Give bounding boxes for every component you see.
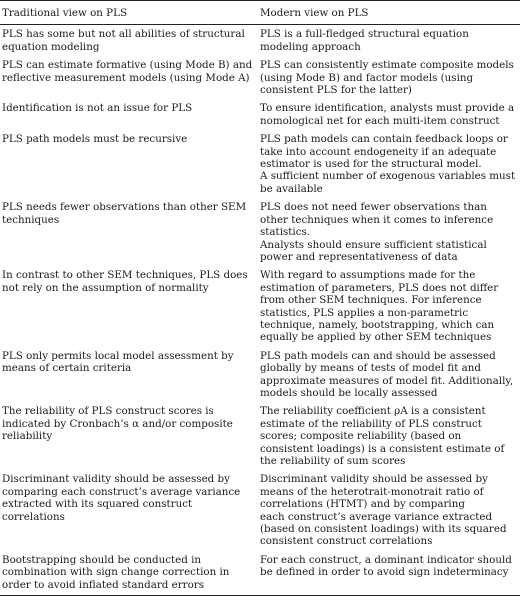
cell-text: PLS needs fewer observations than other SEM techniques: [2, 201, 247, 226]
modern-view-cell: [258, 130, 520, 198]
modern-view-cell: [258, 402, 520, 470]
cell-text: Identification is not an issue for PLS: [2, 102, 193, 115]
table-row: [0, 99, 520, 130]
cell-text: The reliability of PLS construct scores is indicated by Cronbach’s α and/or composite reliability: [2, 405, 233, 443]
traditional-view-cell: [0, 402, 258, 470]
table-row: [0, 347, 520, 403]
modern-view-cell: [258, 551, 520, 596]
table-row: [0, 266, 520, 346]
cell-text: PLS has some but not all abilities of structural equation modeling: [2, 28, 245, 53]
modern-view-cell: [258, 266, 520, 346]
cell-text: PLS can consistently estimate composite models (using Mode B) and factor models (using consistent PLS for the latter): [260, 59, 514, 97]
cell-text: With regard to assumptions made for the estimation of parameters, PLS does not differ from other SEM techniques. For inference statistics, PLS applies a non-parametric technique, namely, bootstrapping, which can equally be applied by other SEM techniques: [260, 269, 499, 344]
header-modern-view: Modern view on PLS: [258, 1, 520, 25]
modern-view-cell: [258, 56, 520, 99]
cell-text: PLS path models must be recursive: [2, 133, 188, 146]
cell-text: Analysts should ensure sufficient statistical power and representativeness of data: [260, 238, 487, 263]
traditional-view-cell: [0, 347, 258, 403]
cell-text: PLS path models can contain feedback loops or take into account endogeneity if an adequate estimator is used for the structural model.: [260, 133, 508, 171]
table-header-row: [0, 1, 520, 25]
table-row: [0, 402, 520, 470]
cell-text: Bootstrapping should be conducted in combination with sign change correction in order to avoid inflated standard errors: [2, 553, 230, 591]
modern-view-cell: [258, 470, 520, 550]
table-row: [0, 130, 520, 198]
cell-text: In contrast to other SEM techniques, PLS does not rely on the assumption of normality: [2, 269, 248, 294]
table-row: [0, 198, 520, 266]
cell-text: each construct’s average variance extracted (based on consistent loadings) with its squared consistent construct correlations: [260, 510, 507, 548]
table-row: [0, 25, 520, 56]
cell-text: PLS only permits local model assessment by means of certain criteria: [2, 349, 234, 375]
traditional-view-cell: [0, 130, 258, 198]
modern-view-cell: [258, 198, 520, 266]
cell-text: To ensure identification, analysts must provide a nomological net for each multi-item construct: [260, 102, 515, 127]
cell-text: PLS can estimate formative (using Mode B) and reflective measurement models (using Mode A): [2, 59, 253, 84]
header-traditional-view: Traditional view on PLS: [0, 1, 258, 25]
traditional-view-cell: [0, 99, 258, 130]
cell-text: PLS path models can and should be assessed globally by means of tests of model fit and approximate measures of model fit. Additionally, models should be locally assessed: [260, 349, 514, 399]
table-row: [0, 470, 520, 550]
traditional-view-cell: [0, 551, 258, 596]
cell-text: For each construct, a dominant indicator should be defined in order to avoid sign indeterminacy: [260, 553, 512, 579]
traditional-view-cell: [0, 198, 258, 266]
modern-view-cell: [258, 347, 520, 403]
cell-text: PLS does not need fewer observations than other techniques when it comes to inference statistics.: [260, 201, 494, 239]
cell-text: A sufficient number of exogenous variables must be available: [260, 170, 516, 195]
traditional-view-cell: [0, 470, 258, 550]
cell-text: Discriminant validity should be assessed by comparing each construct’s average variance extracted with its squared construct correlations: [2, 473, 241, 523]
table-row: [0, 551, 520, 596]
cell-text: Discriminant validity should be assessed by means of the heterotrait-monotrait ratio of correlations (HTMT) and by comparing: [260, 473, 488, 511]
table-row: [0, 56, 520, 99]
table-body: [0, 25, 520, 596]
cell-text: The reliability coefficient ρA is a consistent estimate of the reliability of PLS construct scores; composite reliability (based on consistent loadings) is a consistent estimate of the reliability of sum scores: [260, 405, 505, 467]
modern-view-cell: [258, 25, 520, 56]
traditional-view-cell: [0, 25, 258, 56]
traditional-view-cell: [0, 266, 258, 346]
traditional-view-cell: [0, 56, 258, 99]
modern-view-cell: [258, 99, 520, 130]
cell-text: PLS is a full-fledged structural equation modeling approach: [260, 28, 469, 53]
